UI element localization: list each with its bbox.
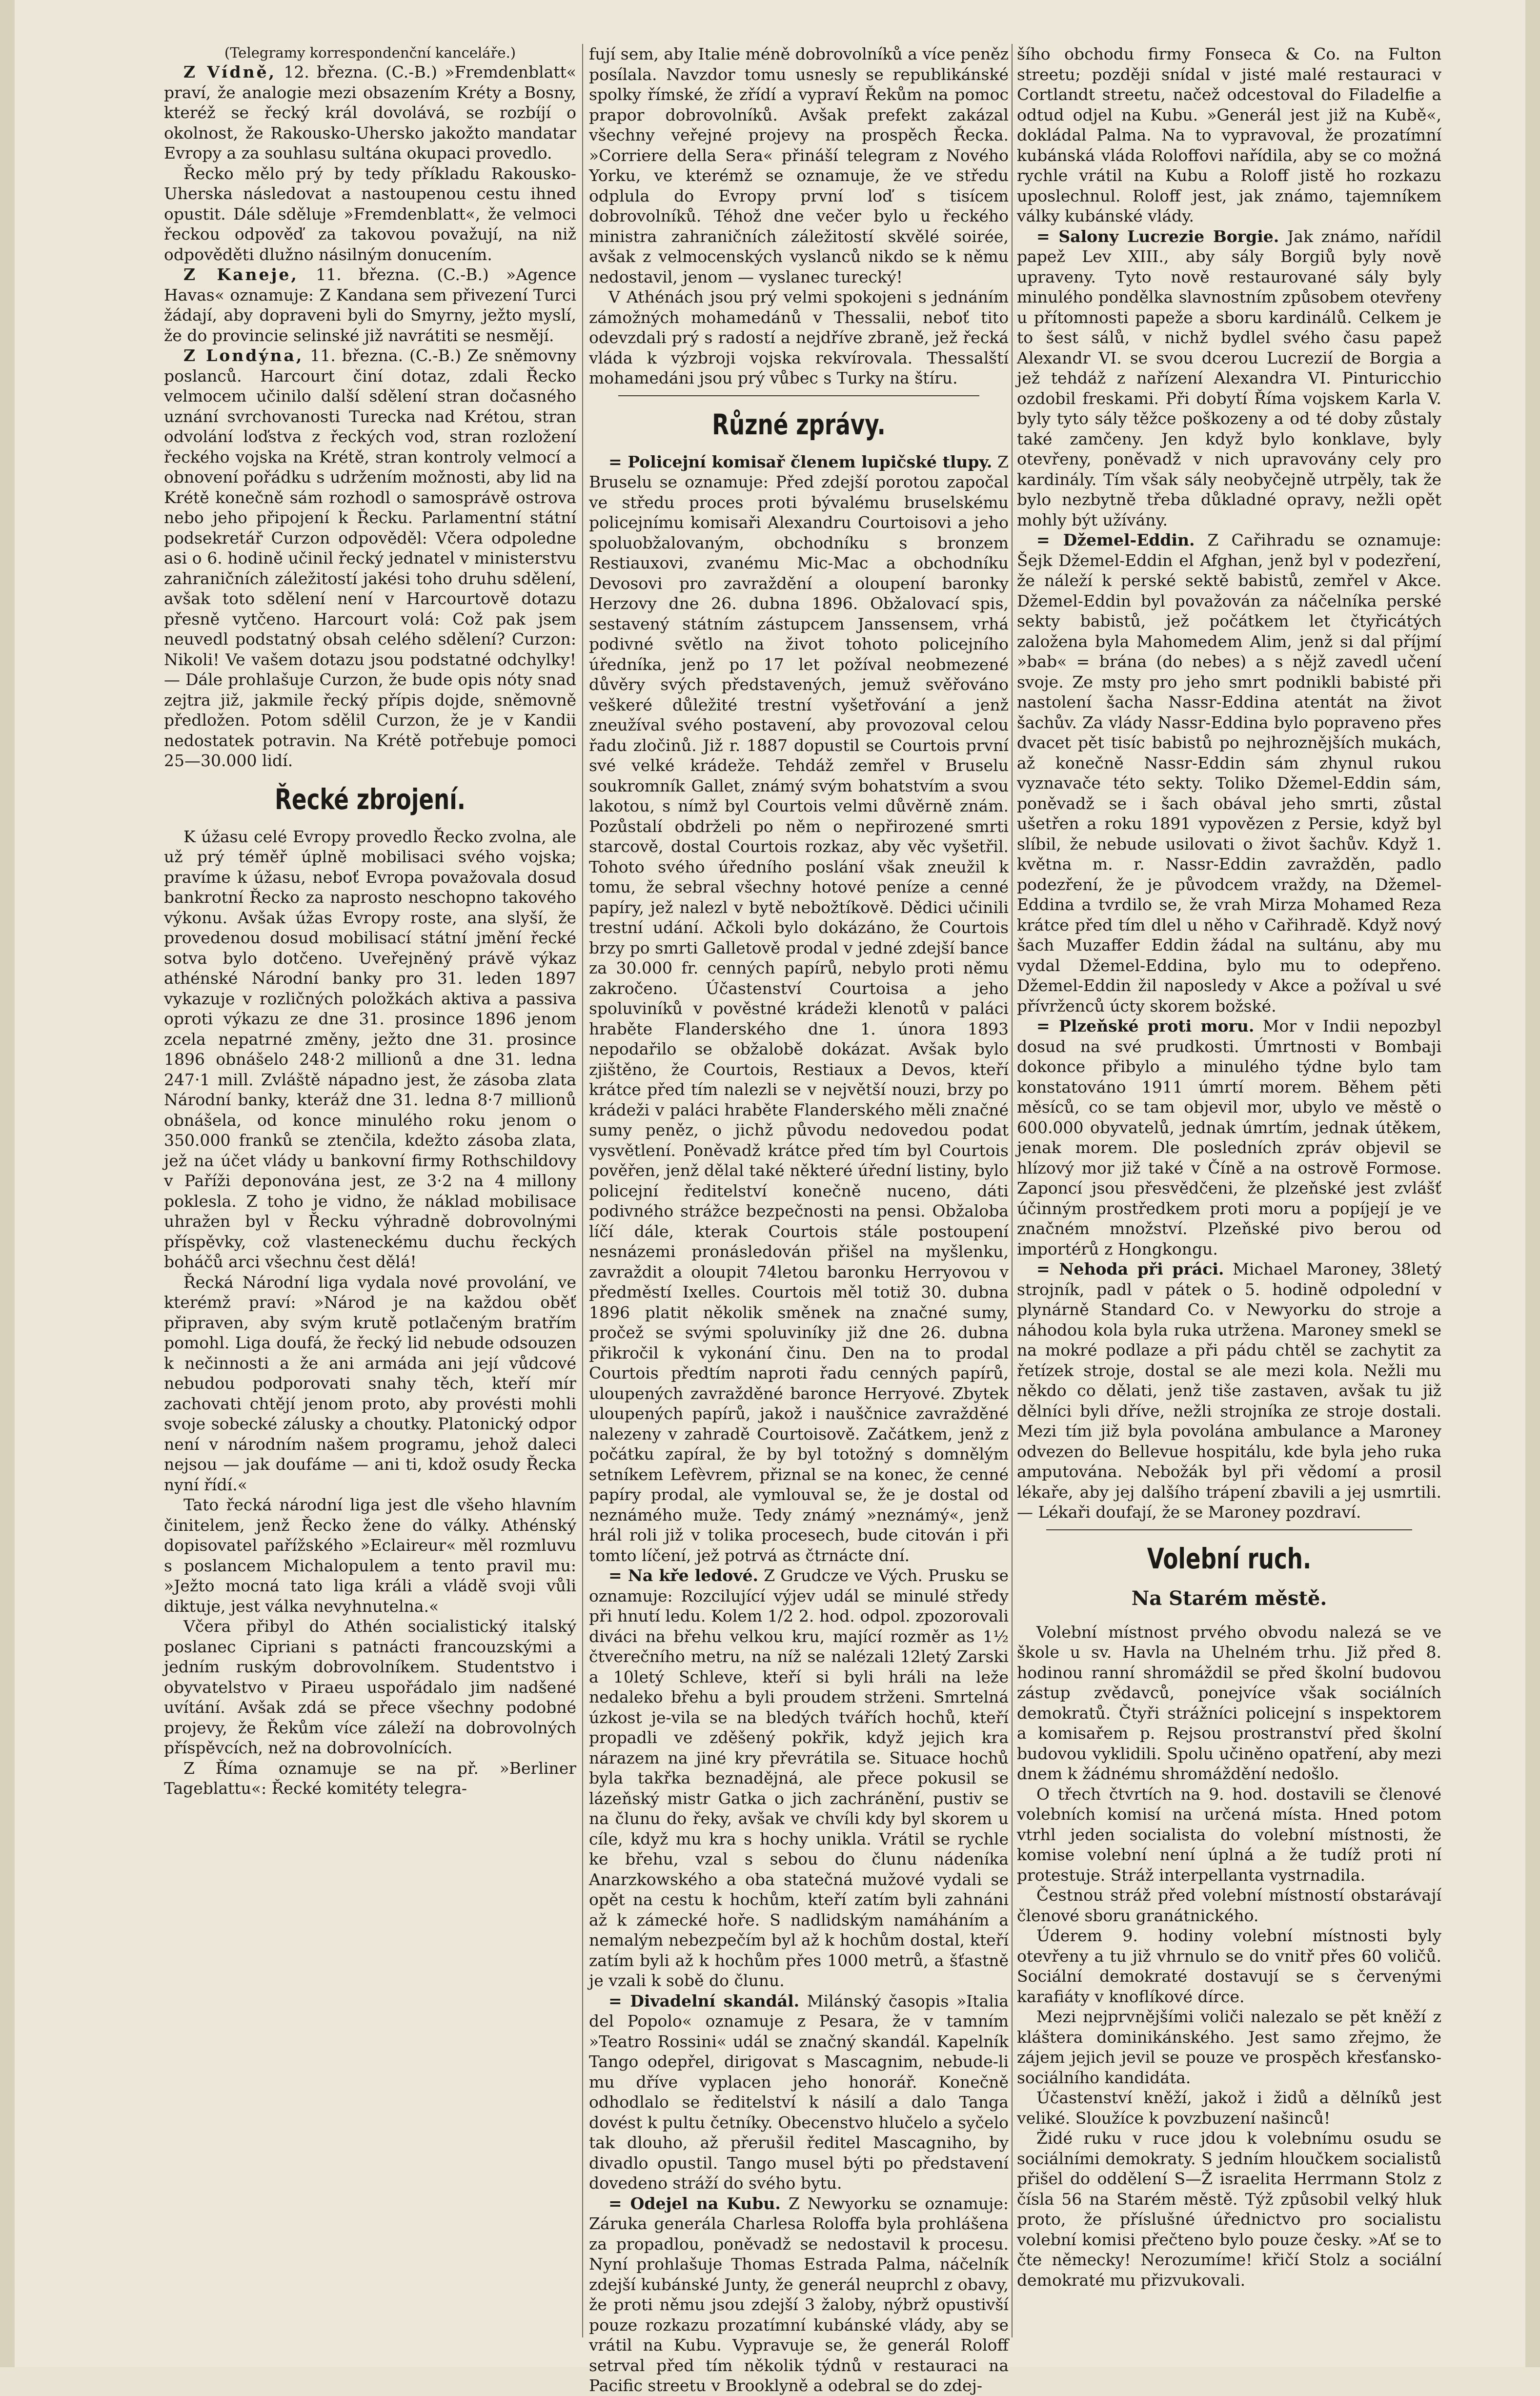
column-2 (589, 44, 1009, 2395)
section-heading: Různé zprávy. (712, 407, 886, 441)
paragraph: O třech čtvrtích na 9. hod. dostavili se členové volebních komisí na určená místa. Hned potom vtrhl jeden socialista do volební místnosti, že komise volební není úplná a že tudíž proti ní protestuje. Stráž interpellanta vystrnadila. (1017, 1784, 1441, 1885)
news-title: = Džemel-Eddin. (1036, 530, 1195, 549)
paragraph: Tato řecká národní liga jest dle všeho hlavním činitelem, jenž Řecko žene do války. Athénský dopisovatel pařížského »Eclaireur« měl rozmluvu s poslancem Michalopulem a tento pravil mu: »Ježto mocná tato liga králi a vládě svoji vůli diktuje, jest válka nevyhnutelna.« (164, 1495, 576, 1616)
paragraph: Řecko mělo prý by tedy příkladu Rakousko-Uherska následovat a nastoupenou cestu ihned opustit. Dále sděluje »Fremdenblatt«, že velmoci řeckou odpověď za takovou považují, na niž odpověděti dlužno násilným donucením. (164, 163, 576, 264)
news-title: = Na kře ledové. (608, 1566, 759, 1585)
news-text: Michael Maroney, 38letý strojník, padl v pátek o 5. hodině odpolední v plynárně Standard Co. v Newyorku do stroje a náhodou kola byla ruka utržena. Maroney smekl se na mokré podlaze a při pádu chtěl se zachytit za řetízek stroje, dostal se ale mezi kola. Nežli mu někdo co dělati, jenž tiše zastaven, avšak tu již dělníci byli dříve, nežli strojníka ze stroje dostali. Mezi tím již byla povolána ambulance a Maroney odvezen do Bellevue hospitálu, kde byla jeho ruka amputována. Nebožák byl při vědomí a prosil lékaře, aby jej dalšího trápení zbavili a jej usmrtili. — Lékaři doufají, že se Maroney pozdraví. (1017, 1259, 1441, 1522)
divider (1046, 1529, 1412, 1530)
news-title: = Salony Lucrezie Borgie. (1036, 226, 1279, 246)
news-text: Z Newyorku se oznamuje: Záruka generála Charlesa Roloffa byla prohlášena za propadlou, poněvadž se nedostavil k procesu. Nyní prohlašuje Thomas Estrada Palma, náčelník zdejší kubánské Junty, že generál neuprchl z obavy, že proti němu jsou zdejší 3 žaloby, nýbrž opustivší pouze rozkazu prozatímní kubánské vlády, aby se vrátil na Kubu. Vypravuje se, že generál Roloff setrval před tím několik týdnů v restauraci na Pacific streetu v Brooklyně a odebral se do zdej- (589, 2193, 1009, 2395)
telegram-kaneje (164, 264, 576, 345)
page-edge-right (1525, 0, 1540, 2367)
news-item (1017, 530, 1441, 1016)
page-edge-left (0, 0, 15, 2367)
column-3 (1017, 44, 1441, 2357)
column-rule (1012, 44, 1013, 2337)
paragraph: V Athénách jsou prý velmi spokojeni s jednáním zámožných mohamedánů v Thessalii, neboť tito odevzdali prý s radostí a nejdříve zbraně, jež řecká vláda k výzbroji vojska rekvírovala. Thessalští mohamedáni jsou prý vůbec s Turky na štíru. (589, 287, 1009, 387)
section-heading: Řecké zbrojení. (275, 782, 466, 816)
dateline: Z Londýna, (183, 346, 304, 365)
telegram-london (164, 345, 576, 771)
news-text: Z Cařihradu se oznamuje: Šejk Džemel-Eddin el Afghan, jenž byl v podezření, že náleží k perské sektě babistů, zemřel v Akce. Džemel-Eddin byl považován za náčelníka perské sekty babistů, jež počátkem let čtyřicátých založena byla Mahomedem Alim, jenž si dal příjmí »bab« = brána (do nebes) a s nějž zavedl učení svoje. Ze msty pro jeho smrt podnikli babisté při nastolení šacha Nassr-Eddina atentát na život šachův. Za vlády Nassr-Eddina bylo popraveno přes dvacet pět tisíc babistů po nejhroznějších mukách, až konečně Nassr-Eddin sám zhynul rukou vyznavače této sekty. Tolikо Džemel-Eddin sám, poněvadž se i šach obával jeho smrti, zůstal ušetřen a roku 1891 vypovězen z Persie, když byl slíbil, že nebude usilovati o život šachův. Když 1. května m. r. Nassr-Eddin zavražděn, padlo podezření, že je původcem vraždy, na Džemel-Eddina a tvrdilo se, že vrah Mirza Mohamed Reza krátce před tím dlel u něho v Cařihradě. Když nový šach Muzaffer Eddin žádal na sultánu, aby mu vydal Džemel-Eddina, bylo mu to odepřeno. Džemel-Eddin žil naposledy v Akce a požíval u své přívrženců úcty skorem božské. (1017, 530, 1441, 1015)
dateline: Z Vídně, (183, 62, 277, 81)
paragraph: fují sem, aby Italie méně dobrovolníků a více peněz posílala. Navzdor tomu usnesly se republikánské spolky římské, že zřídí a vypraví Řekům na pomoc prapor dobrovolníků. Avšak prefekt zakázal všechny veřejné projevy na prospěch Řecka. »Corriere della Sera« přináší telegram z Nového Yorku, ve kterémž se oznamuje, že ve středu odplula do Evropy první loď s tisícem dobrovolníků. Téhož dne večer bylo u řeckého ministra zahraničních záležitostí skvělé soirée, avšak z velmocenských vyslanců nikdo se k němu nedostavil, jenom — vyslanec turecký! (589, 44, 1009, 286)
paragraph: Řecká Národní liga vydala nové provolání, ve kterémž praví: »Národ je na každou oběť připraven, aby svým krutě potlačeným bratřím pomohl. Liga doufá, že řecký lid nebude odsouzen k nečinnosti a že ani armáda ani její vůdcové nebudou podporovati snahy těch, kteří mír zachovati chtějí jenom proto, aby provésti mohli svoje sobecké zálusky a choutky. Platonický odpor není v národním našem programu, jehož daleci nejsou — jak doufáme — ani ti, kdož osudy Řecka nyní řídí.« (164, 1272, 576, 1494)
paragraph-text: 11. března. (C.-B.) Ze sněmovny poslanců. Harcourt činí dotaz, zdali Řecko velmocem učinilo další sdělení stran dočasného uznání svrchovanosti Turecka nad Krétou, stran odvolání loďstva z řeckých vod, stran rozložení řeckého vojska na Krétě, stran kontroly velmocí a obnovení pořádku s udržením možnosti, aby lid na Krétě konečně sám rozhodl o samosprávě ostrova nebo jeho připojení k Řecku. Parlamentní státní podsekretář Curzon odpověděl: Včera odpoledne asi o 6. hodině učinil řecký jednatel v ministerstvu zahraničních záležitostí jakési toho druhu sdělení, avšak toto sdělení není v Harcourtově dotazu přesně vytčeno. Harcourt volá: Což pak jsem neuvedl podstatný obsah celého sdělení? Curzon: Nikoli! Ve vašem dotazu jsou podstatné odchylky! — Dále prohlašuje Curzon, že bude opis nóty snad zejtra již, jakmile řecký přípis dojde, sněmovně předložen. Potom sdělil Curzon, že je v Kandii nedostatek potravin. Na Krétě potřebuje pomoci 25—30.000 lidí. (164, 346, 576, 770)
news-title: = Divadelní skandál. (608, 1991, 800, 2010)
dateline: Z Kaneje, (183, 265, 299, 284)
news-item (589, 1991, 1009, 2193)
paragraph: Židé ruku v ruce jdou k volebnímu osudu se sociálními demokraty. S jedním hloučkem socialistů přišel do oddělení S—Ž israelita Herrmann Stolz z čísla 56 na Starém městě. Týž způsobil velký hluk proto, že příslušné úřednictvo pro socialistu volební komisi přečteno bylo pouze česky. »Ať se to čte německy! Nerozumíme! křičí Stolz a sociální demokraté mu přizvukovali. (1017, 2129, 1441, 2290)
news-title: = Policejní komisař členem lupičské tlupy. (608, 452, 993, 471)
telegram-vienna (164, 62, 576, 163)
news-text: Mor v Indii nepozbyl dosud na své prudkosti. Úmrtnosti v Bombaji dokonce přibylo a minulého týdne bylo tam konstatováno 1911 úmrtí morem. Během pěti měsíců, co se tam objevil mor, ubylo ve městě o 600.000 obyvatelů, jednak úmrtím, jednak útěkem, jenak morem. Dle posledních zpráv objevil se hlízový mor již také v Číně a na ostrově Formose. Zaponcí jsou přesvědčeni, že plzeňské jest zvlášť účinným prostředkem proti moru a popíjejí je ve značném množství. Plzeňské pivo berou od importérů z Hongkongu. (1017, 1016, 1441, 1259)
news-title: = Plzeňské proti moru. (1036, 1016, 1255, 1036)
news-item (1017, 226, 1441, 530)
paragraph: Účastenství kněží, jakož i židů a dělníků jest veliké. Sloužíce k povzbuzení našinců! (1017, 2088, 1441, 2128)
paragraph: Čestnou stráž před volební místností obstarávají členové sboru granátnického. (1017, 1886, 1441, 1925)
news-title: = Odejel na Kubu. (608, 2193, 781, 2213)
news-title: = Nehoda při práci. (1036, 1259, 1224, 1279)
section-heading: Volební ruch. (1147, 1542, 1312, 1575)
news-item (589, 2193, 1009, 2396)
news-item (589, 1565, 1009, 1991)
paragraph: Z Říma oznamuje se na př. »Berliner Tageblattu«: Řecké komitéty telegra- (164, 1758, 576, 1798)
section-subheading: Na Starém městě. (1131, 1586, 1327, 1610)
divider (618, 395, 979, 396)
news-text: Z Grudcze ve Vých. Prusku se oznamuje: Rozcilující výjev udál se minulé středy při hnutí ledu. Kolem 1/2 2. hod. odpol. zpozorovali diváci na břehu velkou kru, mající rozměr as 1½ čtverečního metru, na níž se nalézali 12letý Zarski a 10letý Schleve, kteří si byli hráli na leže nedaleko břehu a byli proudem strženi. Smrtelná úzkost je-vila se na bledých tvářích hochů, kteří propadli ve zděšený pokřik, když jejich kra nárazem na jiné kry převrátila se. Situace hochů byla takřka beznadějná, ale přece pokusil se lázeňský mistr Gatka o jich zachránění, pustiv se na člunu do řeky, avšak ve chvíli kdy byl skorem u cíle, když mu kra s hochy unikla. Vrátil se rychle ke břehu, vzal s sebou do člunu nádeníka Anarzkowského a oba statečná mužové vydali se opět na cestu k hochům, kteří zatím byli zahnáni až k zámecké hoře. S nadlidským namáháním a nemalým nebezpečím byl až k hochům dostal, kteří zatím byli až k hochům přes 1000 metrů, a šťastně je vzali k sobě do člunu. (589, 1566, 1009, 1990)
paragraph-text: 11. března. (C.-B.) »Agence Havas« oznamuje: Z Kandana sem přivezení Turci žádají, aby dopraveni byli do Smyrny, ježto myslí, že do provincie selinské již navrátiti se nesmějí. (164, 265, 576, 345)
paragraph-text: 12. března. (C.-B.) »Fremdenblatt« praví, že analogie mezi obsazením Kréty a Bosny, kteréž se řecký král dovolává, se rozbíjí o okolnost, že Rakousko-Uhersko jakožto mandatar Evropy a za souhlasu sultána okupaci provedlo. (164, 62, 576, 162)
column-1 (164, 44, 576, 2357)
paragraph: šího obchodu firmy Fonseca & Co. na Fulton streetu; později snídal v jisté malé restauraci v Cortlandt streetu, načež odcestoval do Filadelfie a odtud odjel na Kubu. »Generál jest již na Kubě«, dokládal Palma. Na to vypravoval, že prozatímní kubánská vláda Roloffovi nařídila, aby se co možná rychle vrátil na Kubu a Roloff jistě ho rozkazu uposlechnul. Roloff jest, jak známo, tajemníkem války kubánské vlády. (1017, 44, 1441, 225)
news-text: Milánský časopis »Italia del Popolo« oznamuje z Pesara, že v tamním »Teatro Rossini« udál se značný skandál. Kapelník Tango odepřel, dirigovat s Mascagnim, nebude-li mu dříve vyplacen jeho honorář. Konečně odhodlalo se ředitelství k násilí a dalo Tanga dovést k pultu četníky. Obecenstvo hlučelo a syčelo tak dlouho, až přerušil ředitel Mascagniho, by divadlo opustil. Tango musel býti po představení dovedeno stráží do svého bytu. (589, 1991, 1009, 2193)
news-item (1017, 1259, 1441, 1523)
paragraph: Včera přibyl do Athén socialistický italský poslanec Cipriani s patnácti francouzskými a jedním ruským dobrovolníkem. Studentstvo i obyvatelstvo v Piraeu uspořádalo jim nadšené uvítání. Avšak zdá se přece všechny podobné projevy, že Řekům více záleží na dobrovolných příspěvcích, než na dobrovolnících. (164, 1617, 576, 1757)
column-rule (582, 44, 583, 2337)
news-text: Jak známo, nařídil papež Lev XIII., aby sály Borgiů byly nově upraveny. Tyto nově restaurované sály byly minulého pondělka slavnostním způsobem otevřeny u přítomnosti papeže a sboru kardinálů. Celkem je to šest sálů, v nichž bydlel svého času papež Alexandr VI. se svou dcerou Lucrezií de Borgia a jež tehdáž z nařízení Alexandra VI. Pinturicchio ozdobil freskami. Při dobytí Říma vojskem Karla V. byly tyto sály těžce poškozeny a od té doby zůstaly také zamčeny. Jen když bylo konklave, byly otevřeny, poněvadž v nich upravovány cely pro kardinály. Tím však sály neobyčejně utrpěly, tak že bylo nezbytně třeba důkladné opravy, nežli opět mohly být užívány. (1017, 226, 1441, 529)
news-item (589, 452, 1009, 1566)
credit-line: (Telegramy korrespondenční kanceláře.) (224, 44, 516, 61)
paragraph: Mezi nejprvnějšími voliči nalezalo se pět kněží z kláštera dominikánského. Jest samo zřejmo, že zájem jejich jevil se pouze ve prospěch křesťansko-sociálního kandidáta. (1017, 2007, 1441, 2087)
news-text: Z Bruselu se oznamuje: Před zdejší porotou započal ve středu proces proti bývalému bruselskému policejnímu komisaři Alexandru Courtoisovi a jeho spoluobžalovaným, obchodníku s bronzem Restiauxovi, zvanému Mic-Mac a obchodníku Devosovi pro zavraždění a oloupení baronky Herzovy dne 26. dubna 1896. Obžalovací spis, sestavený státním zástupcem Janssensem, vrhá podivné světlo na život tohoto policejního úředníka, jenž po 17 let požíval neobmezené důvěry svých představených, jemuž svěřováno veškeré důležité trestní vyšetřování a jenž zneužíval svého postavení, aby provozoval celou řadu zločinů. Již r. 1887 dopustil se Courtois první své velké krádeže. Tehdáž zemřel v Bruselu soukromník Gallet, známý svým bohatstvím a svou lakotou, s nímž byl Courtois velmi důvěrně znám. Pozůstalí obdrželi po něm o nepřirozené smrti starcově, dostal Courtois rozkaz, aby věc vyšetřil. Tohoto svého úředního poslání však zneužil k tomu, že sebral všechny hotové peníze a cenné papíry, jež nalezl v bytě nebožtíkově. Dědici učinili trestní udání. Ačkoli bylo dokázáno, že Courtois brzy po smrti Galletově prodal v jedné zdejší bance za 30.000 fr. cenných papírů, nebylo proti němu zakročeno. Účastenství Courtoisa a jeho spoluviníků v pověstné krádeži klenotů v paláci hraběte Flanderského dne 1. února 1893 nepodařilo se obžalobě dokázat. Avšak bylo zjištěno, že Courtois, Restiaux a Devos, kteří krátce před tím nalezli se v největší nouzi, brzy po krádeži v paláci hraběte Flanderského měli značné sumy peněz, o jichž původu nedovedou podat vysvětlení. Poněvadž krátce před tím byl Courtois pověřen, jenž dělal také některé úřední listiny, bylo policejní ředitelství konečně nuceno, dáti podivného strážce bezpečnosti na pensi. Obžaloba líčí dále, kterak Courtois stále postoupení nesnázemi pronásledován přišel na myšlenku, zavraždit a oloupit 74letou baronku Herryovou v předměstí Ixelles. Courtois měl totiž 30. dubna 1896 platit několik směnek na značné sumy, pročež se svými spoluviníky již dne 26. dubna přikročil k vykonání činu. Den na to prodal Courtois předtím naproti řadu cenných papírů, uloupených zavražděné baronce Herryové. Zbytek uloupených papírů, jakož i nauščnice zavražděné nalezeny v zahradě Courtoisově. Začátkem, jenž z počátku zapíral, že by byl totožný s domnělým setníkem Lefèvrem, přiznal se na konec, že cenné papíry prodal, ale vymlouval se, že je dostal od neznámého muže. Tedy známý »neznámý«, jenž hrál roli již v tolika procesech, bude citován i při tomto líčení, jež potrvá as čtrnácte dní. (589, 452, 1009, 1565)
paragraph: K úžasu celé Evropy provedlo Řecko zvolna, ale už prý téměř úplně mobilisaci svého vojska; pravíme k úžasu, neboť Evropa považovala dosud bankrotní Řecko za naprosto neschopno takového výkonu. Avšak úžas Evropy roste, ana slyší, že provedenou dosud mobilisací státní jmění řecké sotva bylo dotčeno. Uveřejněný právě výkaz athénské Národní banky pro 31. leden 1897 vykazuje v rozličných položkách aktiva a passiva oproti výkazu ze dne 31. prosince 1896 jenom zcela nepatrné změny, ježto dne 31. prosince 1896 obnášelo 248·2 millionů a dne 31. ledna 247·1 mill. Zvláště nápadno jest, že zásoba zlata Národní banky, kteráž dne 31. ledna 8·7 millionů obnášela, od konce minulého roku jenom o 350.000 franků se ztenčila, kdežto zásoba zlata, jež na účet vlády u bankovní firmy Rothschildovy v Paříži deponována jest, ze 3·2 na 4 millony poklesla. Z toho je vidno, že náklad mobilisace uhražen byl v Řecku výhradně dobrovolnými příspěvky, což vlasteneckému duchu řeckých boháčů arci všechnu čest dělá! (164, 827, 576, 1271)
news-item (1017, 1016, 1441, 1259)
paragraph: Volební místnost prvého obvodu nalezá se ve škole u sv. Havla na Uhelném trhu. Již před 8. hodinou ranní shromáždil se před školní budovou zástup zvědavců, ponejvíce však sociálních demokratů. Čtyři strážníci policejní s inspektorem a komisařem p. Rejsou prostranství před školní budovou vyklidili. Spolu učiněno opatření, aby mezi dnem k žádnému shromáždění nedošlo. (1017, 1622, 1441, 1783)
paragraph: Úderem 9. hodiny volební místnosti byly otevřeny a tu již vhrnulo se do vnitř přes 60 voličů. Sociální demokraté dostavují se s červenými karafiáty v knoflíkové dírce. (1017, 1926, 1441, 2006)
